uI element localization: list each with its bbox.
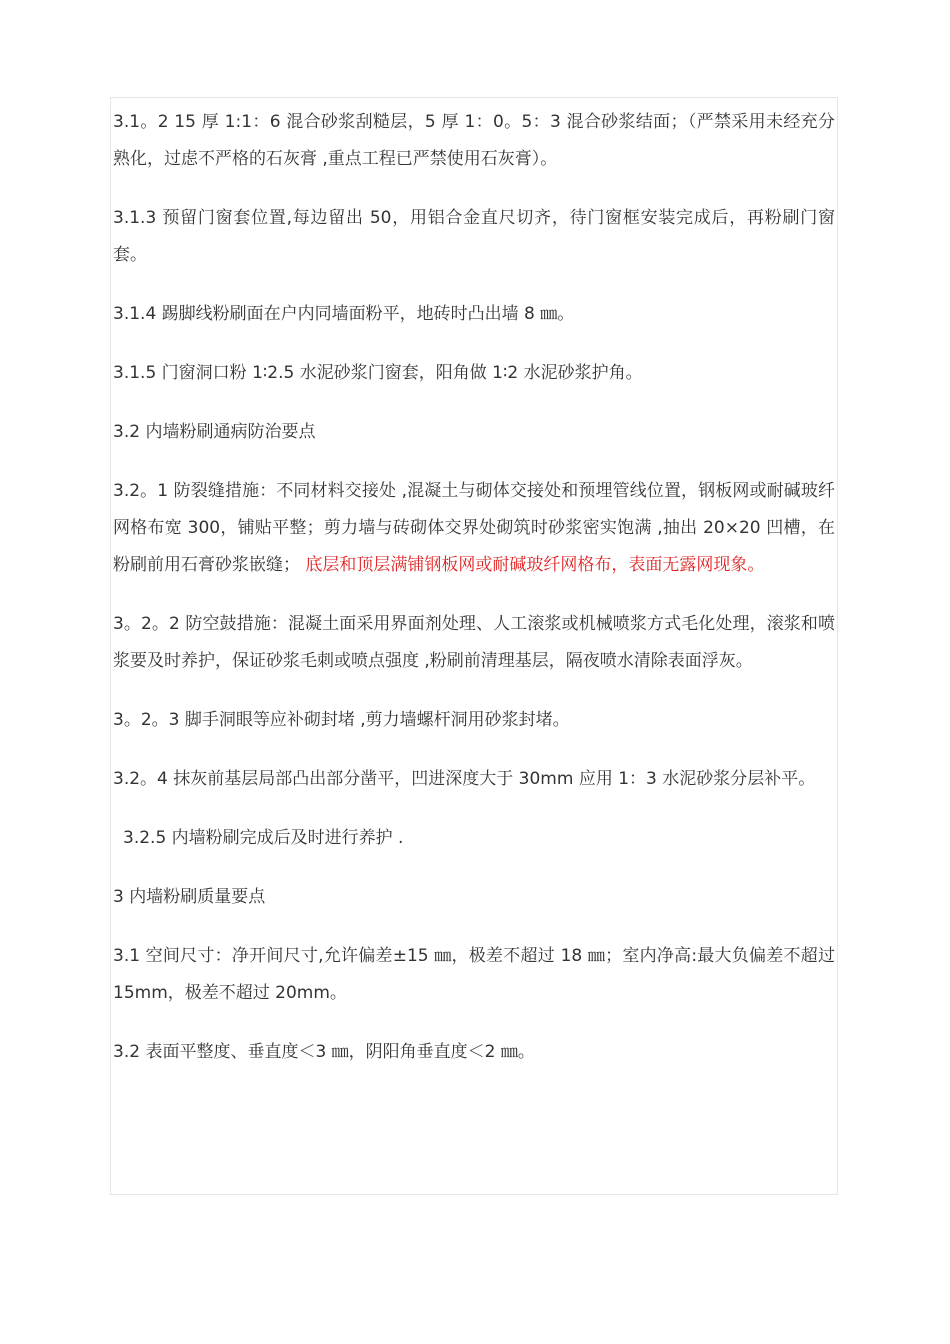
paragraph-3-2-4 [113,761,835,798]
paragraph-text: 3.1.5 门窗洞口粉 1∶2.5 水泥砂浆门窗套，阳角做 1∶2 水泥砂浆护角。 [113,363,643,383]
document-body [113,104,835,1093]
paragraph-3-2 [113,1034,835,1071]
heading-text: 3.2 内墙粉刷通病防治要点 [113,422,316,442]
paragraph-text: 3。2。3 脚手洞眼等应补砌封堵 ,剪力墙螺杆洞用砂浆封堵。 [113,710,570,730]
paragraph-3-2-1 [113,473,835,584]
heading-text: 3 内墙粉刷质量要点 [113,887,266,907]
paragraph-text: 3.2.5 内墙粉刷完成后及时进行养护 . [123,828,404,848]
paragraph-text: 3.1。2 15 厚 1:1：6 混合砂浆刮糙层，5 厚 1：0。5：3 混合砂浆结面；（严禁采用未经充分熟化，过虑不严格的石灰膏 ,重点工程已严禁使用石灰膏）。 [113,112,835,169]
paragraph-text: 3.1.4 踢脚线粉刷面在户内同墙面粉平，地砖时凸出墙 8 ㎜。 [113,304,575,324]
section-heading-3-2 [113,414,835,451]
highlighted-requirement: 底层和顶层满铺钢板网或耐碱玻纤网格布，表面无露网现象。 [305,555,765,575]
paragraph-3-1-4 [113,296,835,333]
paragraph-text: 3.1 空间尺寸：净开间尺寸,允许偏差±15 ㎜，极差不超过 18 ㎜；室内净高:最大负偏差不超过 15mm，极差不超过 20mm。 [113,946,835,1003]
paragraph-3-1-3 [113,200,835,274]
paragraph-text: 3.2 表面平整度、垂直度＜3 ㎜，阴阳角垂直度＜2 ㎜。 [113,1042,535,1062]
paragraph-3-2-3 [113,702,835,739]
paragraph-text: 3.2。4 抹灰前基层局部凸出部分凿平，凹进深度大于 30mm 应用 1：3 水泥砂浆分层补平。 [113,769,816,789]
paragraph-text: 3.2。1 防裂缝措施：不同材料交接处 ,混凝土与砌体交接处和预埋管线位置，钢板网或耐碱玻纤网格布宽 300，铺贴平整；剪力墙与砖砌体交界处砌筑时砂浆密实饱满 ,抽出 20×20 凹槽，在粉刷前用石膏砂浆嵌缝； [113,481,835,575]
paragraph-3-1-2 [113,104,835,178]
paragraph-3-1-5 [113,355,835,392]
section-heading-3 [113,879,835,916]
paragraph-3-1 [113,938,835,1012]
paragraph-3-2-2 [113,606,835,680]
paragraph-text: 3。2。2 防空鼓措施：混凝土面采用界面剂处理、人工滚浆或机械喷浆方式毛化处理，滚浆和喷浆要及时养护，保证砂浆毛刺或喷点强度 ,粉刷前清理基层，隔夜喷水清除表面浮灰。 [113,614,835,671]
paragraph-text: 3.1.3 预留门窗套位置,每边留出 50，用铝合金直尺切齐，待门窗框安装完成后，再粉刷门窗套。 [113,208,835,265]
paragraph-3-2-5 [113,820,835,857]
